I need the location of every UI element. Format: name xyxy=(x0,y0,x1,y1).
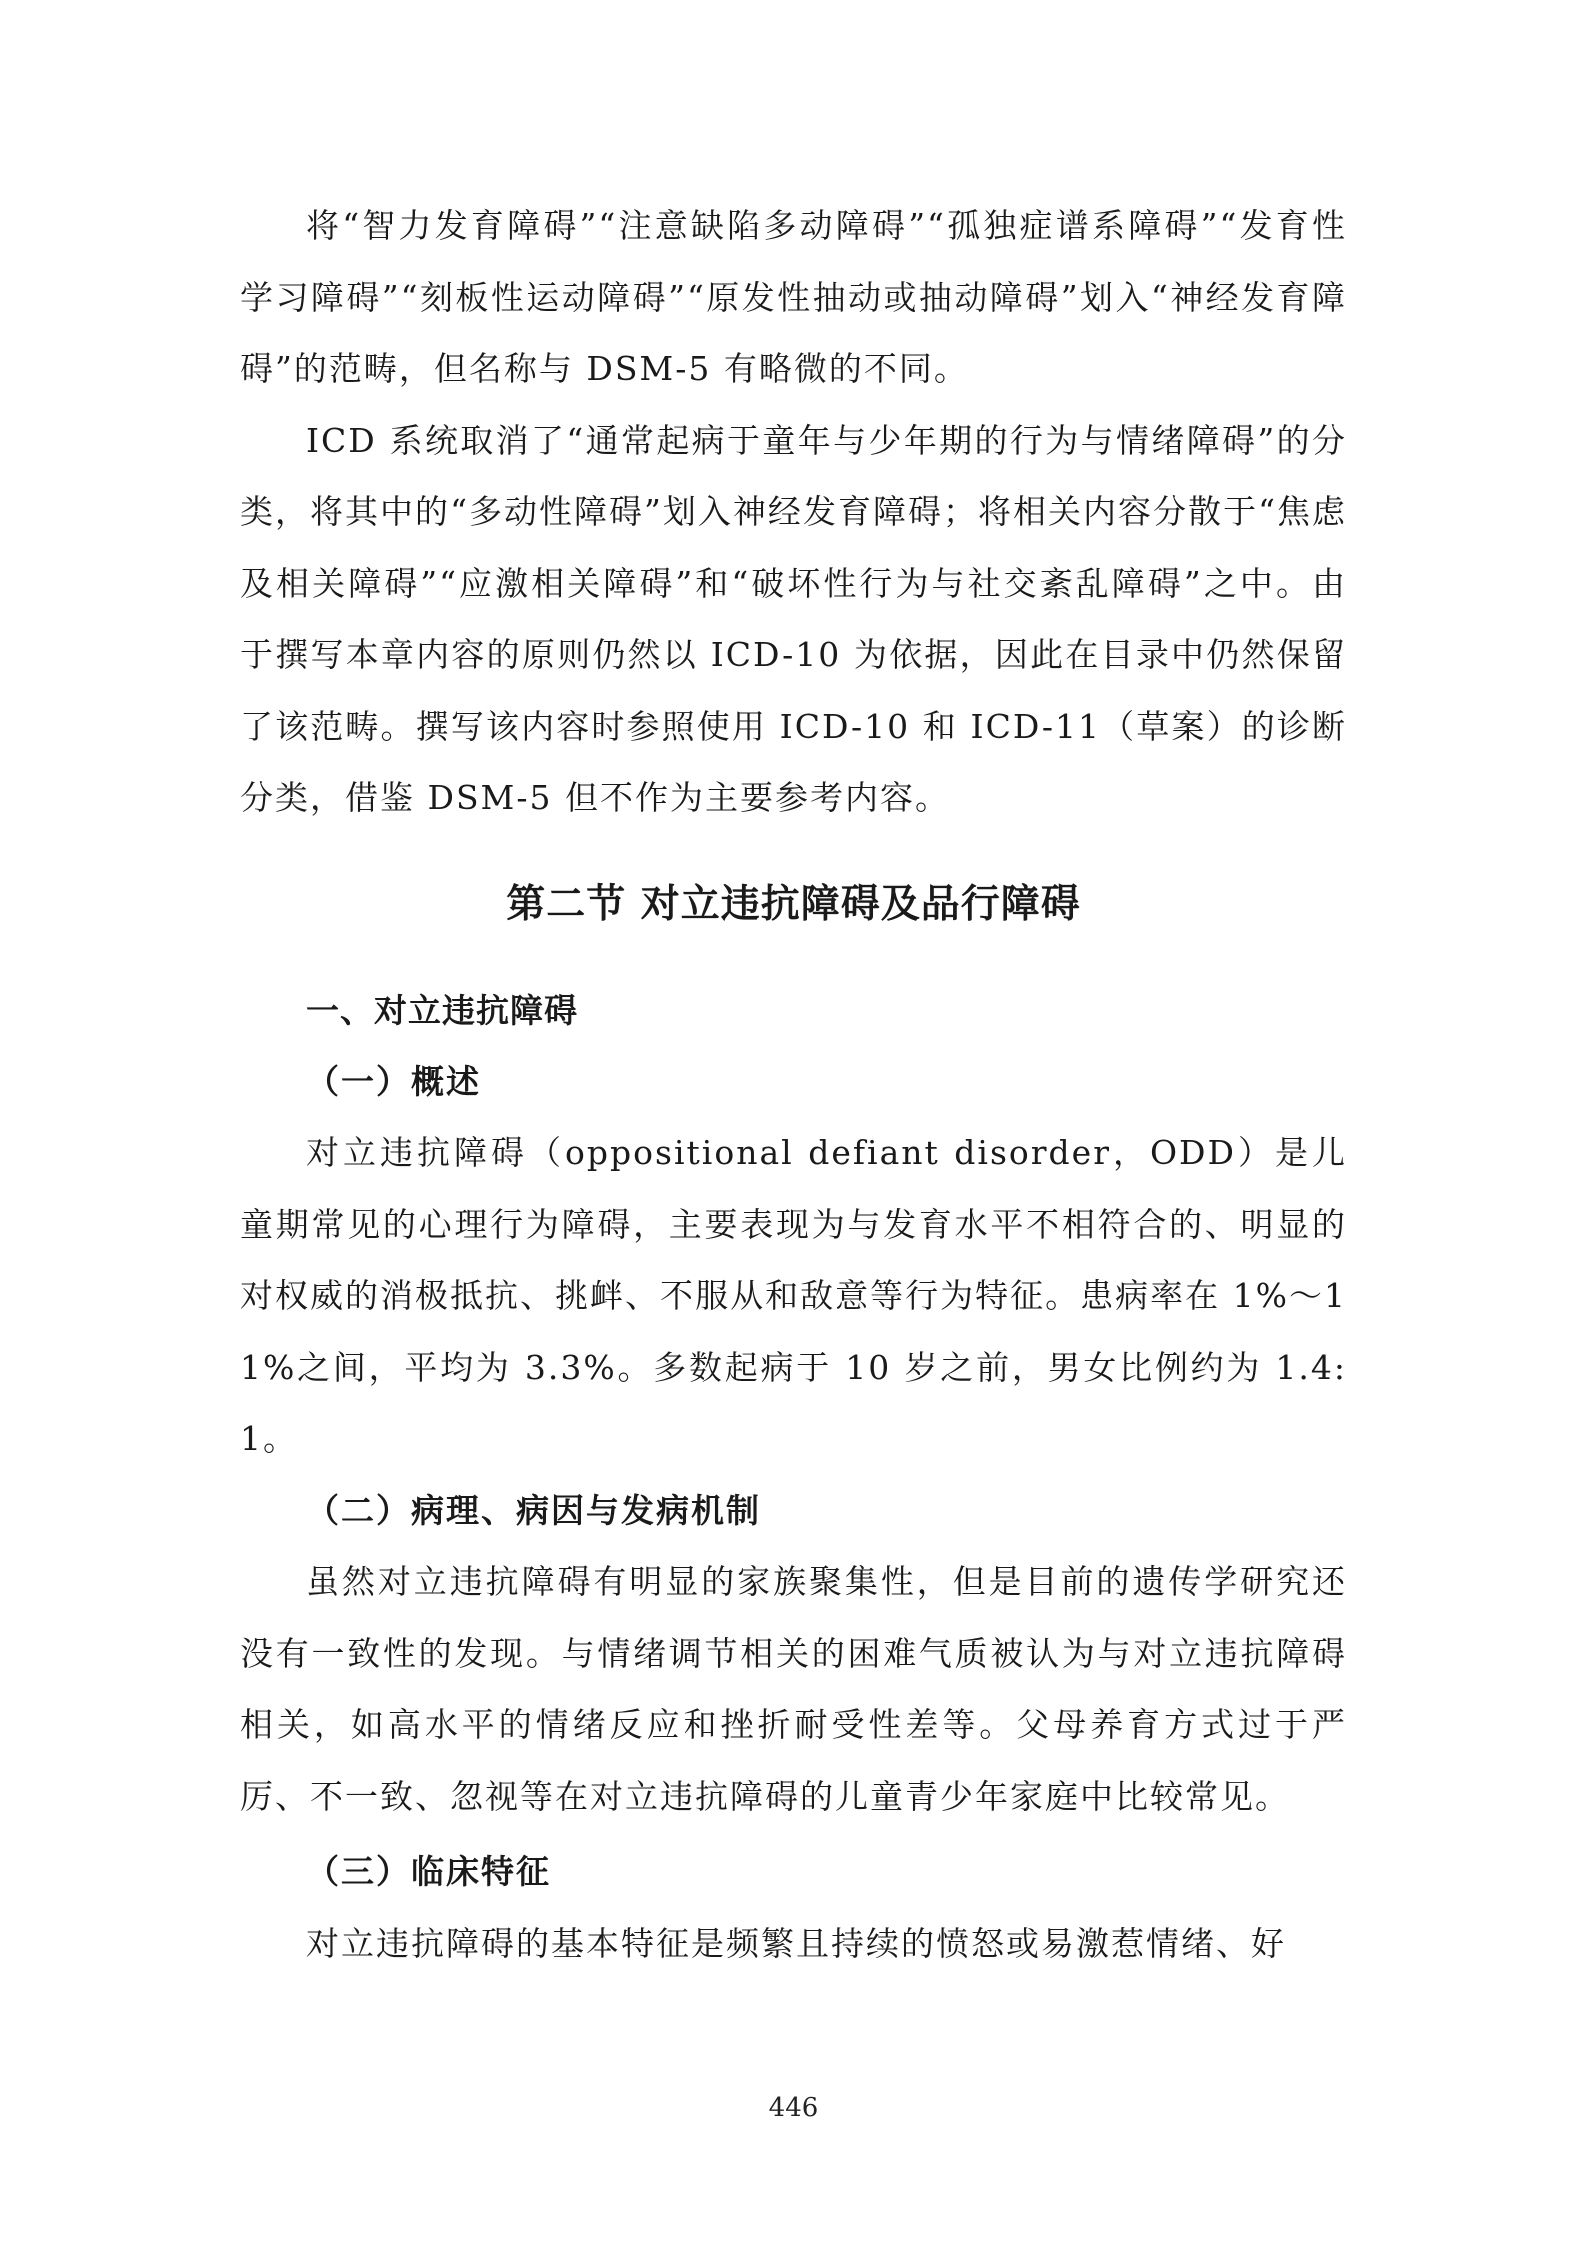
body-paragraph: 将“智力发育障碍”“注意缺陷多动障碍”“孤独症谱系障碍”“发育性学习障碍”“刻板性运动障碍”“原发性抽动或抽动障碍”划入“神经发育障碍”的范畴，但名称与 DSM-5 有略微的不同。 xyxy=(240,206,1347,388)
body-paragraph: 对立违抗障碍（oppositional defiant disorder，ODD）是儿童期常见的心理行为障碍，主要表现为与发育水平不相符合的、明显的对权威的消极抵抗、挑衅、不服从和敌意等行为特征。患病率在 1%～11%之间，平均为 3.3%。多数起病于 10 岁之前，男女比例约为 1.4:1。 xyxy=(240,1133,1347,1458)
spacer xyxy=(240,940,1347,976)
subsection-title: 一、对立违抗障碍 xyxy=(306,990,578,1030)
spacer xyxy=(240,834,1347,870)
body-paragraph: 对立违抗障碍的基本特征是频繁且持续的愤怒或易激惹情绪、好 xyxy=(306,1923,1286,1963)
part-heading-overview: （一）概述 xyxy=(306,1061,481,1101)
body-paragraph: ICD 系统取消了“通常起病于童年与少年期的行为与情绪障碍”的分类，将其中的“多动性障碍”划入神经发育障碍；将相关内容分散于“焦虑及相关障碍”“应激相关障碍”和“破坏性行为与社交紊乱障碍”之中。由于撰写本章内容的原则仍然以 ICD-10 为依据，因此在目录中仍然保留了该范畴。撰写该内容时参照使用 ICD-10 和 ICD-11（草案）的诊断分类，借鉴 DSM-5 但不作为主要参考内容。 xyxy=(240,420,1347,817)
section-title: 第二节 对立违抗障碍及品行障碍 xyxy=(506,881,1081,927)
page-content xyxy=(240,190,1347,1979)
part-heading-clinical: （三）临床特征 xyxy=(306,1852,551,1891)
body-paragraph: 虽然对立违抗障碍有明显的家族聚集性，但是目前的遗传学研究还没有一致性的发现。与情绪调节相关的困难气质被认为与对立违抗障碍相关，如高水平的情绪反应和挫折耐受性差等。父母养育方式过于严厉、不一致、忽视等在对立违抗障碍的儿童青少年家庭中比较常见。 xyxy=(240,1562,1347,1816)
page-number: 446 xyxy=(768,2093,819,2123)
part-heading-etiology: （二）病理、病因与发病机制 xyxy=(306,1490,761,1530)
